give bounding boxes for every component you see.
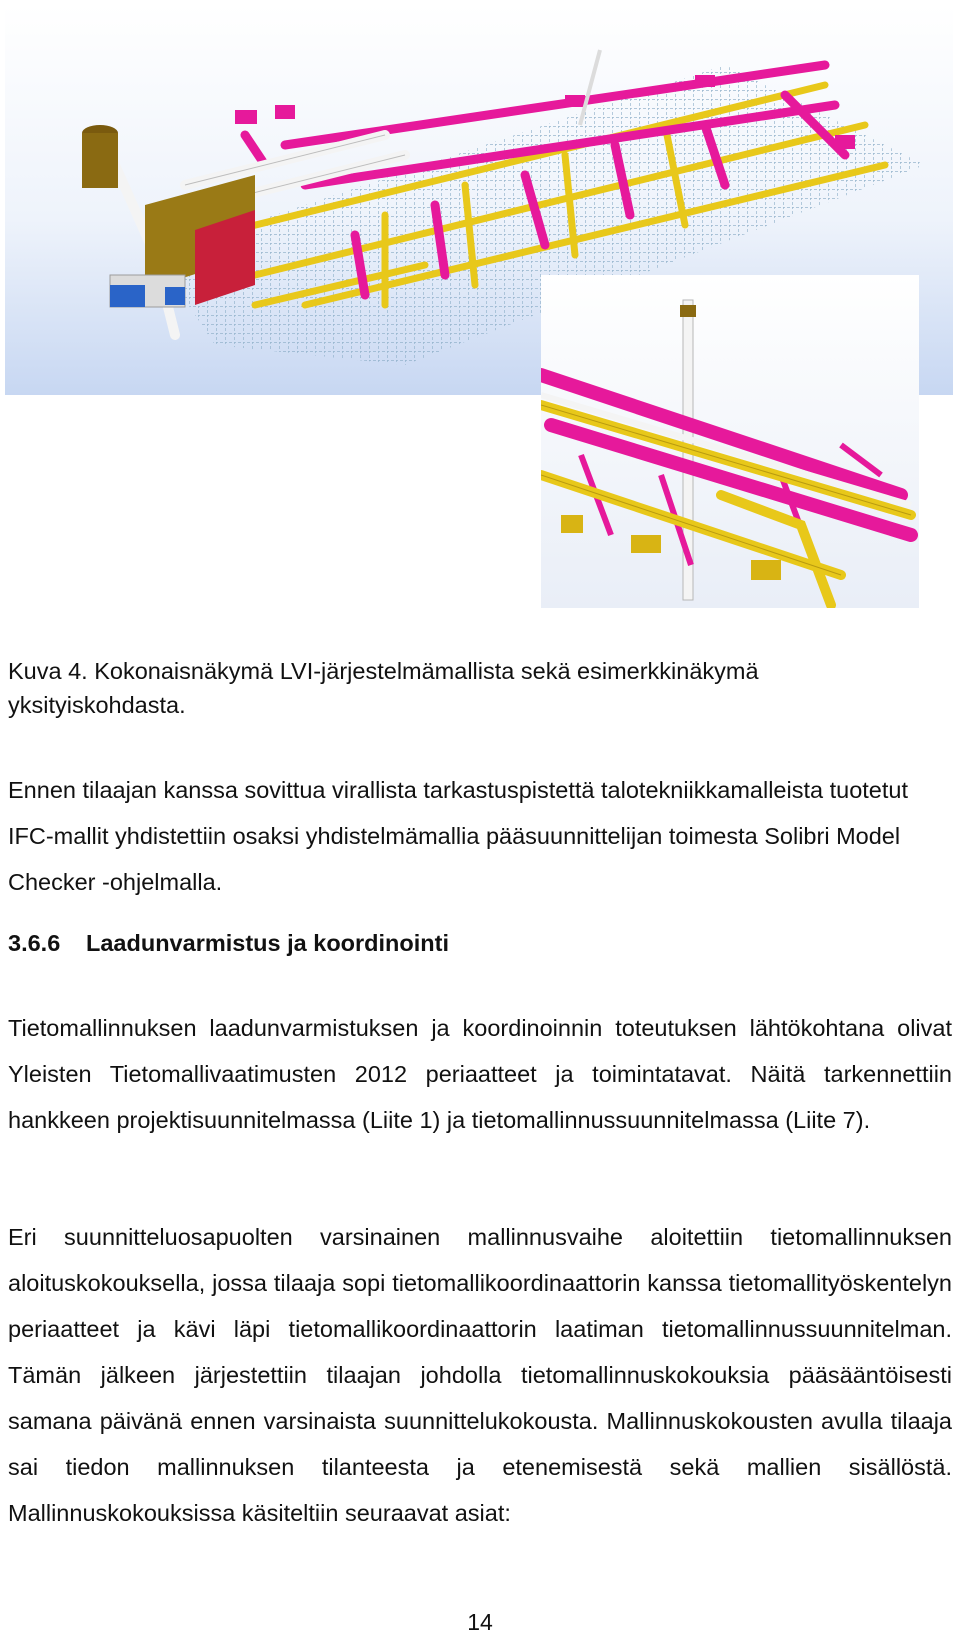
figure-caption bbox=[8, 654, 952, 722]
paragraph-modeling-meetings: Eri suunnitteluosapuolten varsinainen mallinnusvaihe aloitettiin tietomallinnuksen aloituskokouksella, jossa tilaaja sopi tietomallikoordinaattorin kanssa tietomallityöskentelyn periaatteet ja kävi läpi tietomallikoordinaattorin laatiman tietomallinnussuunnitelman. Tämän jälkeen järjestettiin tilaajan johdolla tietomallinnuskokouksia pääsääntöisesti samana päivänä ennen varsinaista suunnittelukokousta. Mallinnuskokousten avulla tilaaja sai tiedon mallinnuksen tilanteesta ja etenemisestä sekä mallien sisällöstä. Mallinnuskokouksissa käsiteltiin seuraavat asiat: bbox=[8, 1224, 952, 1526]
section-title: Laadunvarmistus ja koordinointi bbox=[86, 930, 449, 956]
paragraph-ifc-models: Ennen tilaajan kanssa sovittua virallista tarkastuspistettä talotekniikkamalleista tuotetut IFC-mallit yhdistettiin osaksi yhdistelmämallia pääsuunnittelijan toimesta Solibri Model Checker -ohjelmalla. bbox=[8, 777, 908, 895]
section-number: 3.6.6 bbox=[8, 930, 61, 956]
section-heading bbox=[8, 930, 449, 957]
figure-caption-line2: yksityiskohdasta. bbox=[8, 692, 186, 718]
lvi-model-detail-image bbox=[541, 275, 919, 608]
paragraph-quality-assurance: Tietomallinnuksen laadunvarmistuksen ja koordinoinnin toteutuksen lähtökohtana olivat Yleisten Tietomallivaatimusten 2012 periaatteet ja toimintatavat. Näitä tarkennettiin hankkeen projektisuunnitelmassa (Liite 1) ja tietomallinnussuunnitelmassa (Liite 7). bbox=[8, 1015, 952, 1133]
page-number: 14 bbox=[467, 1609, 493, 1635]
figure-caption-line1: Kuva 4. Kokonaisnäkymä LVI-järjestelmämallista sekä esimerkkinäkymä bbox=[8, 658, 759, 684]
